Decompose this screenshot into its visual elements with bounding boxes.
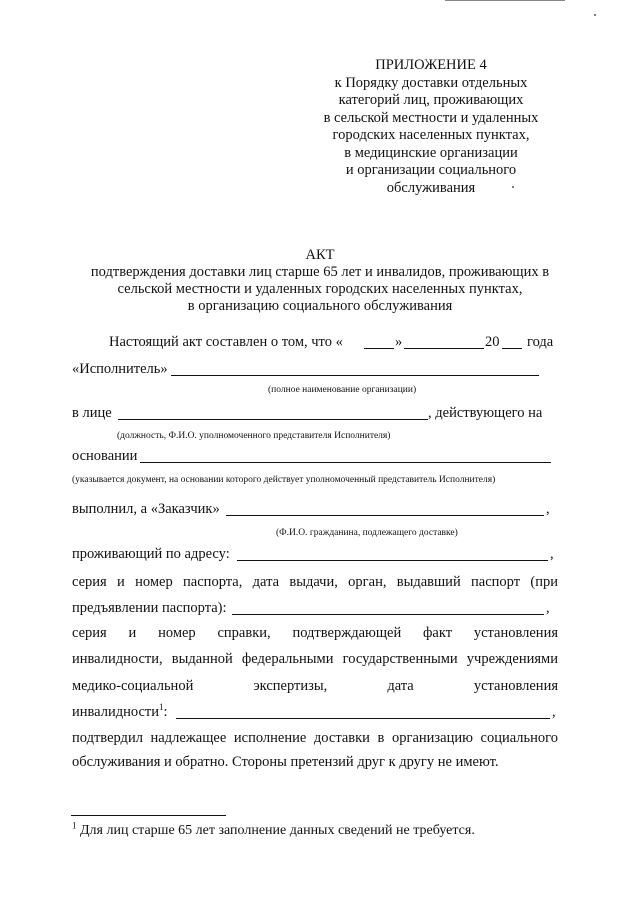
conclusion-line-2: обслуживания и обратно. Стороны претензий друг к другу не имеют. bbox=[72, 754, 499, 770]
executor-blank[interactable] bbox=[171, 375, 539, 376]
scan-speck bbox=[594, 14, 596, 16]
footnote-ref: 1 bbox=[159, 702, 164, 713]
act-subtitle-line: сельской местности и удаленных городских населенных пунктах, bbox=[117, 281, 523, 297]
address-comma: , bbox=[550, 546, 554, 562]
appendix-line: к Порядку доставки отдельных bbox=[334, 74, 528, 91]
passport-comma: , bbox=[546, 600, 550, 616]
basis-blank[interactable] bbox=[140, 462, 551, 463]
person-blank[interactable] bbox=[118, 419, 428, 420]
intro-text: Настоящий акт составлен о том, что « bbox=[109, 334, 343, 350]
disability-label-text: инвалидности bbox=[72, 704, 160, 720]
month-blank[interactable] bbox=[404, 348, 484, 349]
act-subtitle-line: подтверждения доставки лиц старше 65 лет и инвалидов, проживающих в bbox=[90, 264, 550, 280]
basis-caption: (указывается документ, на основании которого действует уполномоченный представитель Исполнителя) bbox=[72, 475, 496, 485]
certificate-line-3: медико-социальной экспертизы, дата установления bbox=[72, 678, 558, 694]
footnote-text: Для лиц старше 65 лет заполнение данных сведений не требуется. bbox=[80, 823, 475, 838]
year-blank[interactable] bbox=[502, 348, 522, 349]
passport-line-1: серия и номер паспорта, дата выдачи, орган, выдавший паспорт (при bbox=[72, 574, 558, 590]
acting-text: , действующего на bbox=[428, 405, 543, 421]
certificate-line-2: инвалидности, выданной федеральными государственными учреждениями bbox=[72, 651, 558, 667]
appendix-line: городских населенных пунктах, bbox=[332, 127, 530, 143]
day-blank[interactable] bbox=[364, 348, 394, 349]
executor-caption: (полное наименование организации) bbox=[268, 385, 417, 395]
appendix-line: в медицинские организации bbox=[344, 144, 518, 161]
conclusion-line-1: подтвердил надлежащее исполнение доставки в организацию социального bbox=[72, 730, 558, 746]
person-caption: (должность, Ф.И.О. уполномоченного представителя Исполнителя) bbox=[117, 431, 391, 441]
appendix-line: категорий лиц, проживающих bbox=[338, 92, 524, 108]
passport-label: предъявлении паспорта): bbox=[72, 600, 227, 616]
appendix-block bbox=[296, 57, 566, 197]
address-blank[interactable] bbox=[237, 560, 548, 561]
disability-label bbox=[72, 703, 168, 721]
footnote-number: 1 bbox=[72, 820, 77, 831]
disability-comma: , bbox=[552, 704, 556, 720]
customer-caption: (Ф.И.О. гражданина, подлежащего доставке) bbox=[276, 528, 458, 538]
appendix-line: и организации социального bbox=[345, 162, 517, 178]
disability-colon: : bbox=[163, 704, 168, 720]
customer-blank[interactable] bbox=[226, 515, 544, 516]
person-label: в лице bbox=[72, 405, 112, 421]
basis-label: основании bbox=[72, 448, 138, 464]
appendix-heading: ПРИЛОЖЕНИЕ 4 bbox=[375, 57, 487, 73]
appendix-line: в сельской местности и удаленных bbox=[323, 109, 539, 126]
year-suffix: года bbox=[527, 334, 554, 350]
year-prefix: 20 bbox=[485, 334, 500, 350]
act-subtitle bbox=[40, 264, 600, 315]
certificate-line-1: серия и номер справки, подтверждающей факт установления bbox=[72, 625, 558, 641]
footnote-rule bbox=[71, 815, 226, 816]
address-label: проживающий по адресу: bbox=[72, 546, 230, 562]
appendix-line: обслуживания bbox=[386, 179, 476, 196]
footnote bbox=[72, 822, 475, 840]
act-subtitle-line: в организацию социального обслуживания bbox=[187, 298, 453, 314]
date-close-quote: » bbox=[395, 334, 403, 350]
customer-comma: , bbox=[546, 501, 550, 517]
executor-label: «Исполнитель» bbox=[72, 361, 168, 377]
act-title: АКТ bbox=[305, 247, 335, 263]
disability-blank[interactable] bbox=[176, 718, 550, 719]
passport-blank[interactable] bbox=[232, 614, 544, 615]
customer-label: выполнил, а «Заказчик» bbox=[72, 501, 220, 517]
scan-artifact-line bbox=[445, 0, 565, 1]
